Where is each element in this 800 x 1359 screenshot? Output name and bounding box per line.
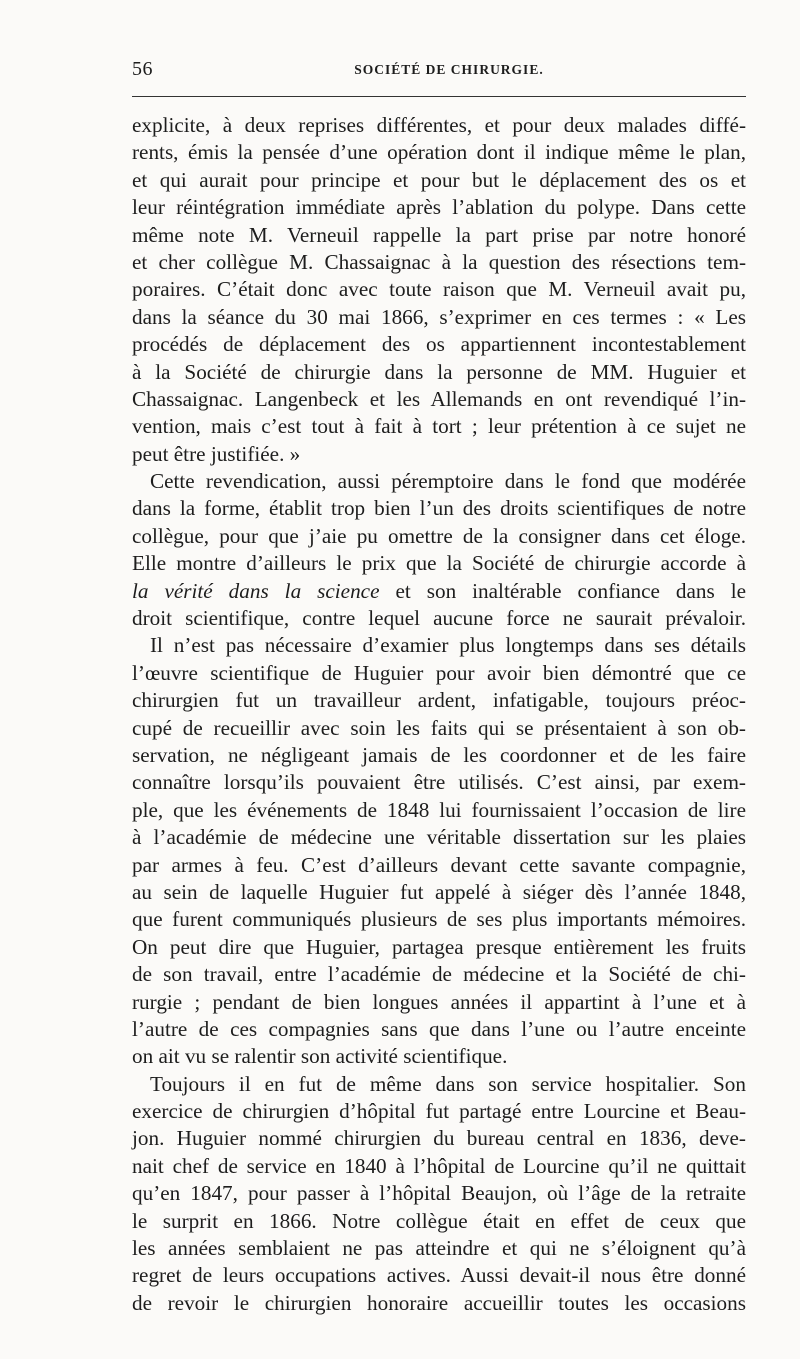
text-line: cupé de recueillir avec soin les faits qui se présentaient à son ob- [132,715,746,740]
paragraph-start-line: Toujours il en fut de même dans son service hospitalier. Son [150,1071,746,1096]
text-line: ple, que les événements de 1848 lui fournissaient l’occasion de lire [132,797,746,822]
text-line: procédés de déplacement des os appartiennent incontestablement [132,332,746,357]
text-line: rurgie ; pendant de bien longues années il appartint à l’une et à [132,989,746,1014]
body-text [132,112,746,1317]
text-line: que furent communiqués plusieurs de ses plus importants mémoires. [132,907,746,932]
text-line: on ait vu se ralentir son activité scientifique. [132,1044,508,1069]
text-line: qu’en 1847, pour passer à l’hôpital Beaujon, où l’âge de la retraite [132,1181,746,1206]
text-line: et cher collègue M. Chassaignac à la question des résections tem- [132,249,746,274]
text-line: même note M. Verneuil rappelle la part prise par notre honoré [132,222,746,247]
text-line: Chassaignac. Langenbeck et les Allemands en ont revendiqué l’in- [132,386,746,411]
text-line: par armes à feu. C’est d’ailleurs devant cette savante compagnie, [132,852,746,877]
text-line: la vérité dans la science et son inaltérable confiance dans le [132,578,746,603]
text-line: de son travail, entre l’académie de médecine et la Société de chi- [132,962,746,987]
header-rule [132,96,746,97]
text-line: nait chef de service en 1840 à l’hôpital de Lourcine qu’il ne quittait [132,1153,746,1178]
text-line: connaître lorsqu’ils pouvaient être utilisés. C’est ainsi, par exem- [132,770,746,795]
text-line: jon. Huguier nommé chirurgien du bureau central en 1836, deve- [132,1126,746,1151]
page-header [132,58,746,86]
text-line: Elle montre d’ailleurs le prix que la Société de chirurgie accorde à [132,551,746,576]
text-line: les années semblaient ne pas atteindre et qui ne s’éloignent qu’à [132,1236,746,1261]
text-line: à l’académie de médecine une véritable dissertation sur les plaies [132,825,746,850]
text-line: à la Société de chirurgie dans la personne de MM. Huguier et [132,359,746,384]
text-line: dans la séance du 30 mai 1866, s’exprimer en ces termes : « Les [132,304,746,329]
running-title: SOCIÉTÉ DE CHIRURGIE. [354,62,544,77]
text-line: le surprit en 1866. Notre collègue était en effet de ceux que [132,1208,746,1233]
text-line: peut être justifiée. » [132,441,301,466]
text-line: rents, émis la pensée d’une opération dont il indique même le plan, [132,140,746,165]
text-line: dans la forme, établit trop bien l’un des droits scientifiques de notre [132,496,746,521]
text-line: au sein de laquelle Huguier fut appelé à siéger dès l’année 1848, [132,879,746,904]
text-line: l’œuvre scientifique de Huguier pour avoir bien démontré que ce [132,660,746,685]
text-line: l’autre de ces compagnies sans que dans l’une ou l’autre enceinte [132,1016,746,1041]
text-line: regret de leurs occupations actives. Aussi devait-il nous être donné [132,1263,746,1288]
text-line: explicite, à deux reprises différentes, et pour deux malades diffé- [132,113,746,137]
paragraph-start-line: Il n’est pas nécessaire d’examier plus longtemps dans ses détails [150,633,746,658]
text-line: On peut dire que Huguier, partagea presque entièrement les fruits [132,934,746,959]
text-line: vention, mais c’est tout à fait à tort ; leur prétention à ce sujet ne [132,414,746,439]
italic-phrase: la vérité dans la science [132,578,380,603]
text-line: leur réintégration immédiate après l’ablation du polype. Dans cette [132,195,746,220]
text-line: servation, ne négligeant jamais de les coordonner et de les faire [132,742,746,767]
text-line: chirurgien fut un travailleur ardent, infatigable, toujours préoc- [132,688,746,713]
page-number: 56 [132,58,153,80]
text-line: droit scientifique, contre lequel aucune force ne saurait prévaloir. [132,606,746,631]
text-line: de revoir le chirurgien honoraire accueillir toutes les occasions [132,1290,746,1315]
text-line: poraires. C’était donc avec toute raison que M. Verneuil avait pu, [132,277,746,302]
text-line: exercice de chirurgien d’hôpital fut partagé entre Lourcine et Beau- [132,1099,746,1124]
text-line: et qui aurait pour principe et pour but le déplacement des os et [132,167,746,192]
paragraph-start-line: Cette revendication, aussi péremptoire dans le fond que modérée [150,469,746,494]
text-line: collègue, pour que j’aie pu omettre de la consigner dans cet éloge. [132,523,746,548]
